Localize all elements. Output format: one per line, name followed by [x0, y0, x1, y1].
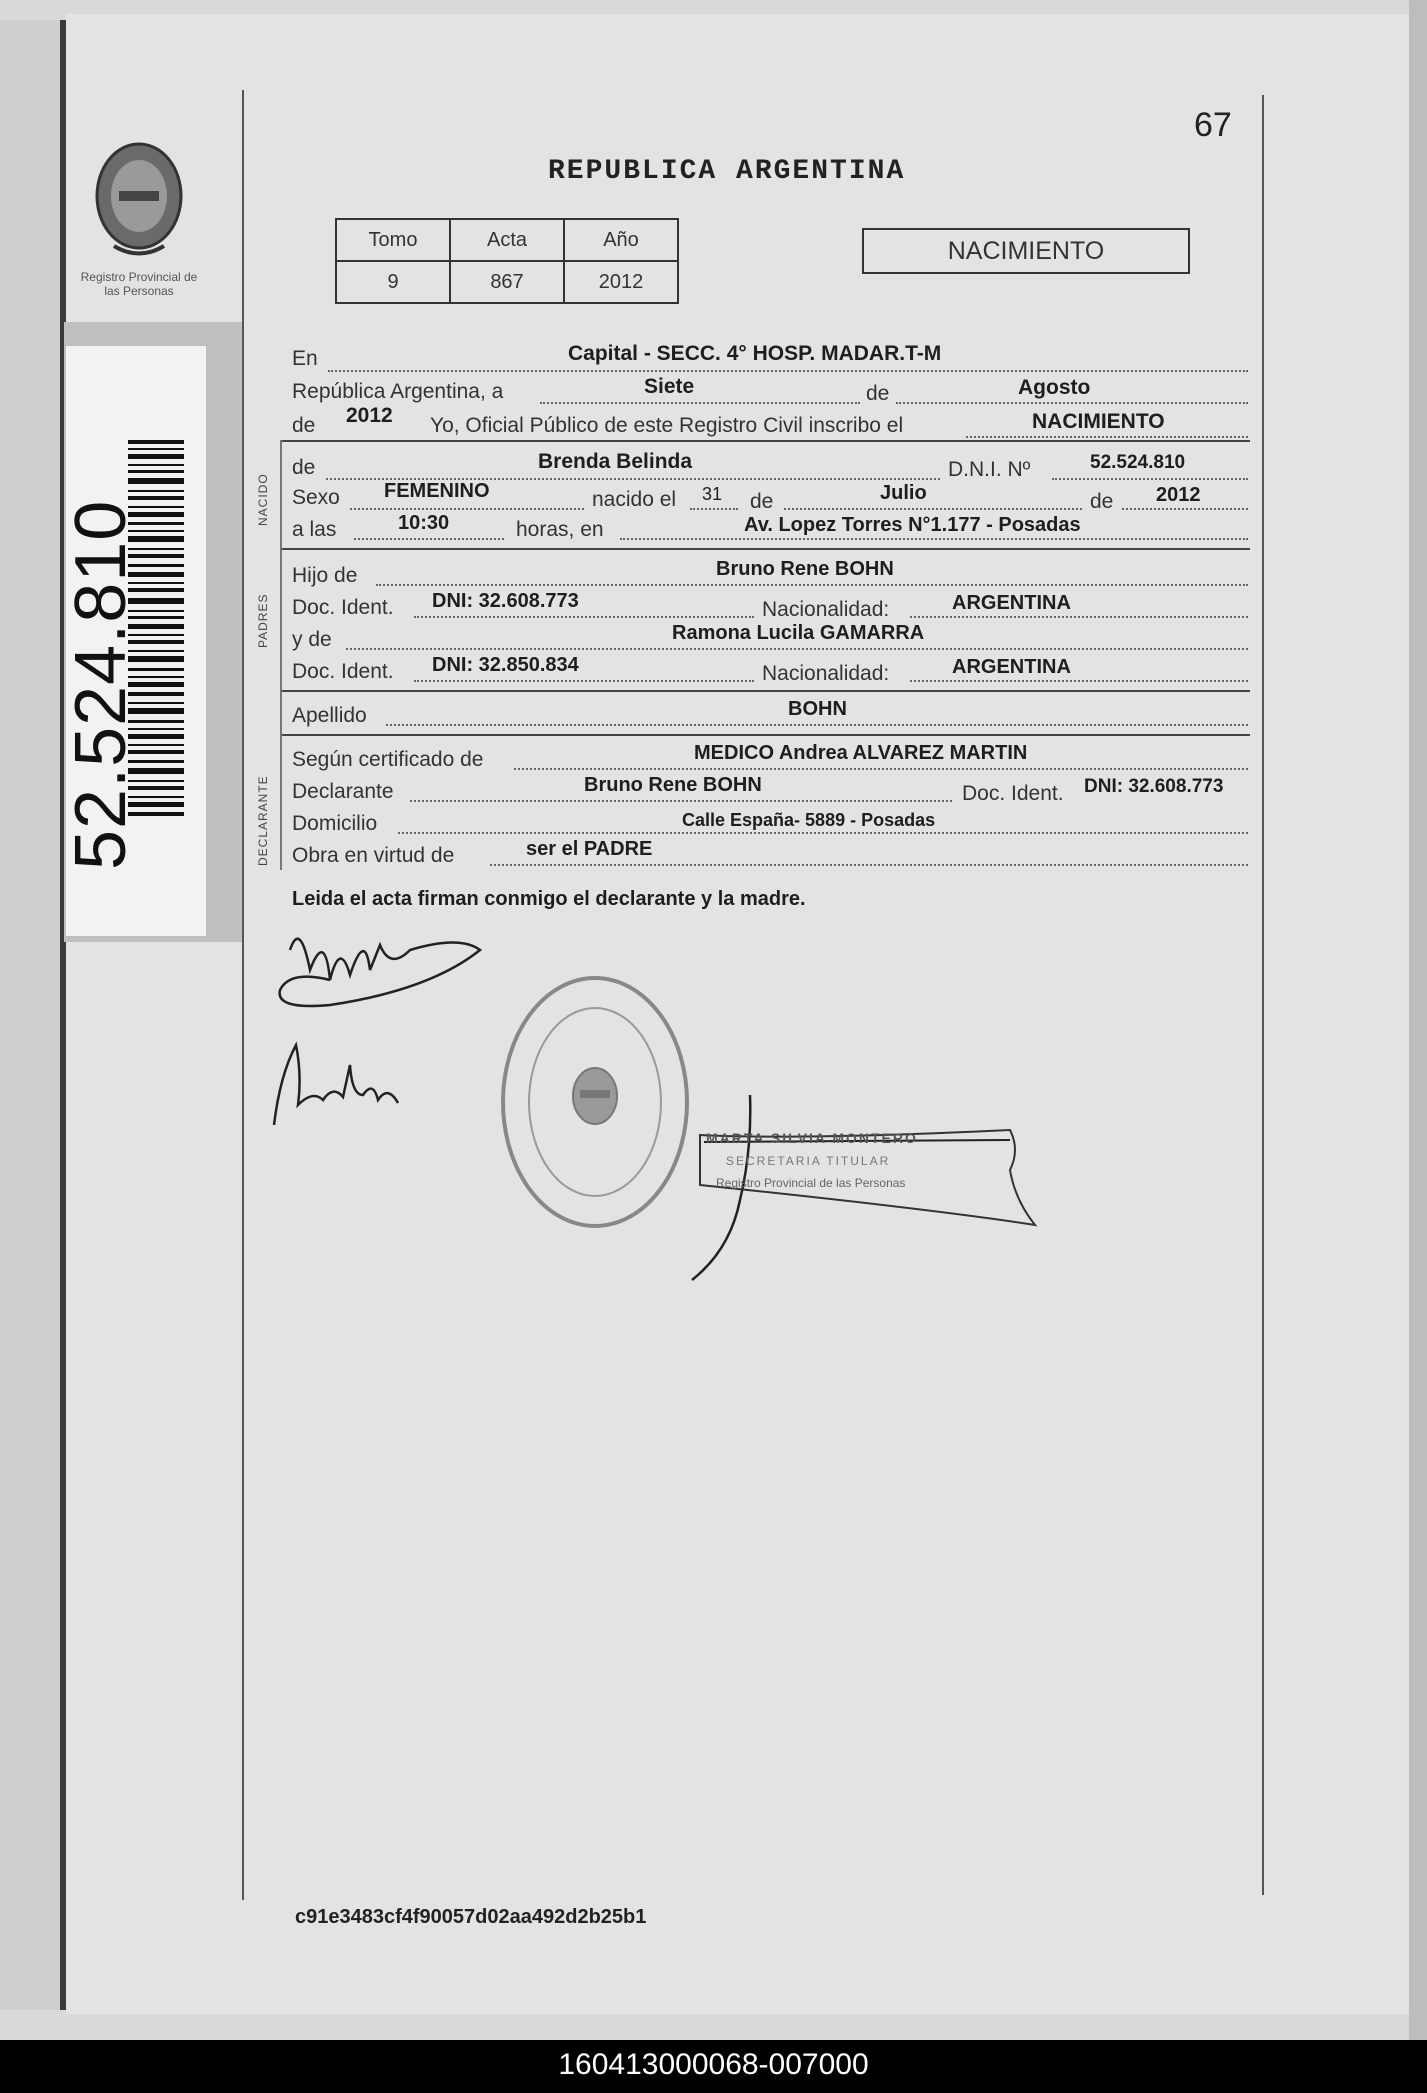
value-inscribo: NACIMIENTO [1032, 410, 1165, 433]
official-seal-icon [490, 962, 700, 1242]
footer-code: 160413000068-007000 [0, 2040, 1427, 2093]
table-header-ano: Año [564, 219, 678, 261]
record-type-box: NACIMIENTO [862, 228, 1190, 274]
table-value-ano: 2012 [564, 261, 678, 303]
label-de-year: de [292, 414, 316, 437]
page-number: 67 [1194, 106, 1232, 144]
left-page-edge [0, 20, 66, 2010]
closing-statement: Leida el acta firman conmigo el declarante y la madre. [292, 888, 806, 910]
value-day: Siete [644, 375, 695, 398]
table-value-tomo: 9 [336, 261, 450, 303]
dotted-line [376, 584, 1248, 586]
section-separator [282, 690, 1250, 692]
value-birth-day: 31 [702, 484, 723, 504]
table-value-acta: 867 [450, 261, 564, 303]
label-domicilio: Domicilio [292, 812, 378, 835]
value-month: Agosto [1018, 376, 1091, 399]
province-coat-of-arms-icon [84, 136, 194, 266]
label-doc-ident-declarante: Doc. Ident. [962, 782, 1064, 805]
document-title: REPUBLICA ARGENTINA [548, 156, 906, 187]
value-mother-name: Ramona Lucila GAMARRA [672, 622, 925, 644]
value-declarante: Bruno Rene BOHN [584, 774, 762, 796]
value-father-doc: DNI: 32.608.773 [432, 590, 579, 612]
label-sexo: Sexo [292, 486, 340, 509]
dotted-line [1122, 508, 1248, 510]
label-dni: D.N.I. Nº [948, 458, 1031, 481]
document-page [66, 14, 1411, 2014]
dotted-line [910, 616, 1248, 618]
value-certificado: MEDICO Andrea ALVAREZ MARTIN [694, 742, 1028, 764]
table-header-tomo: Tomo [336, 219, 450, 261]
dotted-line [410, 800, 952, 802]
value-birth-place: Av. Lopez Torres N°1.177 - Posadas [744, 514, 1081, 536]
value-birth-month: Julio [880, 482, 927, 504]
label-horas-en: horas, en [516, 518, 604, 541]
section-separator [282, 548, 1250, 550]
dotted-line [328, 370, 1248, 372]
section-label-nacido: NACIDO [256, 473, 270, 526]
value-year: 2012 [346, 404, 393, 427]
dotted-line [966, 436, 1248, 438]
right-page-edge [1409, 0, 1427, 2040]
value-en: Capital - SECC. 4° HOSP. MADAR.T-M [568, 342, 942, 365]
value-mother-doc: DNI: 32.850.834 [432, 654, 579, 676]
dotted-line [540, 402, 860, 404]
value-sexo: FEMENINO [384, 480, 490, 502]
dotted-line [386, 724, 1248, 726]
label-y-de: y de [292, 628, 332, 651]
dotted-line [350, 508, 584, 510]
stamp-name: MARTA SILVIA MONTERO [706, 1130, 918, 1146]
value-mother-nationality: ARGENTINA [952, 656, 1071, 678]
section-separator [282, 734, 1250, 736]
dotted-line [910, 680, 1248, 682]
value-father-name: Bruno Rene BOHN [716, 558, 894, 580]
book-reference-table [335, 218, 679, 304]
right-margin-line [1262, 95, 1264, 1895]
label-doc-ident-mother: Doc. Ident. [292, 660, 394, 683]
signature-madre [268, 1035, 418, 1135]
label-en: En [292, 347, 318, 370]
section-label-declarante: DECLARANTE [256, 775, 270, 866]
barcode-number: 52.524.810 [61, 499, 141, 870]
label-hijo-de: Hijo de [292, 564, 358, 587]
value-obra: ser el PADRE [526, 838, 653, 860]
label-declarante: Declarante [292, 780, 394, 803]
label-obra: Obra en virtud de [292, 844, 455, 867]
section-divider-line [280, 440, 282, 870]
label-a-las: a las [292, 518, 337, 541]
value-birth-year: 2012 [1156, 484, 1201, 506]
table-header-acta: Acta [450, 219, 564, 261]
section-separator [282, 440, 1250, 442]
section-label-padres: PADRES [256, 593, 270, 648]
dotted-line [414, 680, 754, 682]
dotted-line [690, 508, 738, 510]
label-certificado: Según certificado de [292, 748, 484, 771]
label-de-name: de [292, 456, 316, 479]
value-name: Brenda Belinda [538, 450, 693, 473]
label-republica: República Argentina, a [292, 380, 504, 403]
value-declarante-doc: DNI: 32.608.773 [1084, 776, 1224, 797]
dotted-line [1052, 478, 1248, 480]
value-birth-time: 10:30 [398, 512, 450, 534]
logo-caption: Registro Provincial de las Personas [80, 270, 198, 298]
label-nacionalidad-mother: Nacionalidad: [762, 662, 890, 685]
label-nacido-el: nacido el [592, 488, 677, 511]
label-de-birth-year: de [1090, 490, 1114, 513]
dotted-line [346, 648, 1248, 650]
dotted-line [414, 616, 754, 618]
label-de-birth-month: de [750, 490, 774, 513]
dotted-line [354, 538, 504, 540]
value-domicilio: Calle España- 5889 - Posadas [682, 810, 936, 830]
stamp-office: Registro Provincial de las Personas [716, 1176, 906, 1190]
left-margin-line [242, 90, 244, 1900]
label-apellido: Apellido [292, 704, 367, 727]
dotted-line [620, 538, 1248, 540]
dotted-line [398, 832, 1248, 834]
label-doc-ident-father: Doc. Ident. [292, 596, 394, 619]
value-dni: 52.524.810 [1090, 452, 1186, 473]
signature-official [680, 1090, 1050, 1290]
signature-declarante [270, 910, 490, 1020]
value-apellido: BOHN [788, 698, 847, 720]
dotted-line [896, 402, 1248, 404]
label-nacionalidad-father: Nacionalidad: [762, 598, 890, 621]
stamp-role: SECRETARIA TITULAR [726, 1154, 891, 1168]
value-father-nationality: ARGENTINA [952, 592, 1071, 614]
text-yo-oficial: Yo, Oficial Público de este Registro Civil inscribo el [430, 414, 904, 437]
dotted-line [784, 508, 1082, 510]
dotted-line [514, 768, 1248, 770]
document-hash: c91e3483cf4f90057d02aa492d2b25b1 [295, 1906, 647, 1928]
dotted-line [490, 864, 1248, 866]
label-de: de [866, 382, 890, 405]
